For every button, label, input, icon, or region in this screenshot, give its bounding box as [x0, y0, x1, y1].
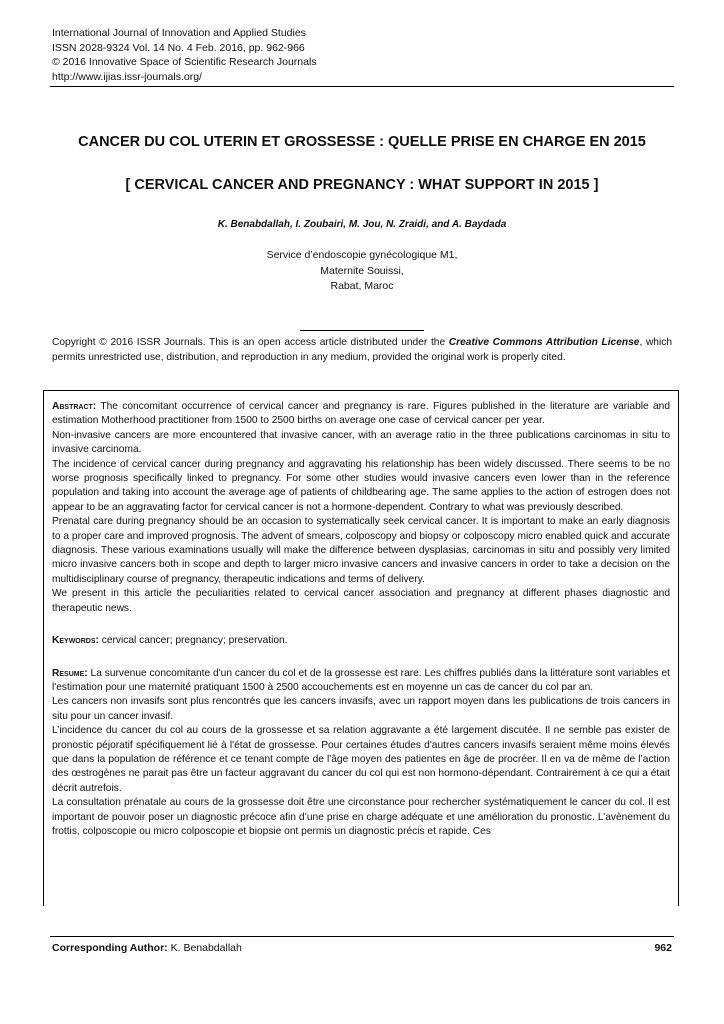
copyright-line: © 2016 Innovative Space of Scientific Research Journals: [52, 56, 317, 68]
header-divider: [50, 86, 674, 87]
abstract-label: Abstract:: [52, 401, 97, 412]
keywords-label: Keywords:: [52, 635, 99, 647]
resume-paragraph: La consultation prénatale au cours de la grossesse doit être une circonstance pour rechercher systématiquement le cancer du col. Il est important de pouvoir poser un diagnostic précoce afin d’une prise en charge adéquate et une amélioration du pronostic. L’avènement du frottis, colposcopie ou micro colposcopie et biopsie ont permis un diagnostic précis et rapide. Ces: [52, 797, 670, 837]
resume-paragraph: Resume: La survenue concomitante d'un cancer du col et de la grossesse est rare. Les chiffres publiés dans la littérature sont variables et l'estimation pour une maternité pratiquant 1500 à 2500 accouchements est en moyenne un cas de cancer du col par an.: [52, 667, 670, 693]
license-text-before: Copyright © 2016 ISSR Journals. This is an open access article distributed under the: [52, 337, 449, 348]
footer-divider: [50, 936, 674, 937]
issn-line: ISSN 2028-9324 Vol. 14 No. 4 Feb. 2016, pp. 962-966: [52, 41, 305, 54]
corresponding-author-label: Corresponding Author:: [52, 942, 168, 954]
journal-header: [52, 26, 317, 84]
resume-label: Resume:: [52, 667, 88, 679]
abstract-paragraph: We present in this article the peculiarities related to cervical cancer association and pregnancy at different phases diagnostic and therapeutic news.: [52, 588, 670, 614]
journal-url[interactable]: http://www.ijias.issr-journals.org/: [52, 70, 202, 83]
affiliation-institution: Maternite Souissi,: [320, 264, 404, 277]
title-english: [ CERVICAL CANCER AND PREGNANCY : WHAT SUPPORT IN 2015 ]: [125, 177, 599, 193]
affiliation: [40, 248, 684, 295]
journal-name: International Journal of Innovation and Applied Studies: [52, 27, 306, 39]
resume-paragraph: L’incidence du cancer du col au cours de la grossesse et sa relation aggravante a été largement discutée. Il ne semble pas exister de pronostic péjoratif spécifiquement lié à l'état de grossesse. Pour certaines études d'autres cancers invasifs seraient même moins élevés que dans la population de référence et ce tenant compte de l'âge moyen des patientes en âge de procréer. Il en va de même de l’action des œstrogènes ne parait pas être un facteur aggravant du cancer du col qui est non hormono-dépendant. Contrairement à ce qui a était décrit autrefois.: [52, 725, 670, 794]
abstract-paragraph: The incidence of cervical cancer during pregnancy and aggravating his relationship has been widely discussed. There seems to be no worse prognosis specifically linked to pregnancy. For some other studies would invasive cancers even lower than in the reference population and taking into account the average age of patients of childbearing age. The same applies to the action of estrogen does not appear to be an aggravating factor for cervical cancer is not a hormone-dependent. Contrary to what was previously described.: [52, 458, 670, 513]
title-french: CANCER DU COL UTERIN ET GROSSESSE : QUELLE PRISE EN CHARGE EN 2015: [78, 134, 646, 150]
short-divider: [300, 330, 424, 331]
affiliation-department: Service d’endoscopie gynécologique M1,: [266, 249, 458, 261]
license-text-after: , which permits unrestricted use, distribution, and reproduction in any medium, provided the original work is properly cited.: [52, 337, 673, 363]
corresponding-author: K. Benabdallah: [167, 942, 242, 954]
page-number: 962: [654, 942, 672, 954]
resume-paragraph: Les cancers non invasifs sont plus rencontrés que les cancers invasifs, avec un rapport moyen dans les publications de trois cancers in situ pour un cancer invasif.: [52, 696, 670, 722]
author-list: K. Benabdallah, I. Zoubairi, M. Jou, N. Zraidi, and A. Baydada: [217, 219, 507, 230]
abstract-paragraph: Non-invasive cancers are more encountered that invasive cancer, with an average ratio in the three publications carcinomas in situ to invasive carcinoma.: [52, 429, 670, 456]
affiliation-city: Rabat, Maroc: [330, 280, 394, 292]
license-name: Creative Commons Attribution License: [448, 337, 640, 348]
abstract-box: [43, 390, 679, 906]
keywords: Keywords: cervical cancer; pregnancy; preservation.: [52, 635, 288, 647]
abstract-paragraph: Prenatal care during pregnancy should be an occasion to systematically seek cervical cancer. It is important to make an early diagnosis to a proper care and improved prognosis. The advent of smears, colposcopy and biopsy or colposcopy micro enabled quick and accurate diagnosis. These various examinations usually will make the difference between dysplasias, carcinomas in situ and possibly very limited micro invasive cancers both in scope and depth to larger micro invasive cancers and invasive cancers in order to take a decision on the multidisciplinary course of pregnancy, therapeutic indications and terms of delivery.: [52, 516, 670, 585]
abstract-paragraph: Abstract: The concomitant occurrence of cervical cancer and pregnancy is rare. Figures published in the literature are variable and estimation Motherhood practitioner from 1500 to 2500 births on average one case of cervical cancer per year.: [52, 401, 671, 427]
page-footer: [52, 942, 672, 954]
license-notice: [52, 335, 672, 365]
